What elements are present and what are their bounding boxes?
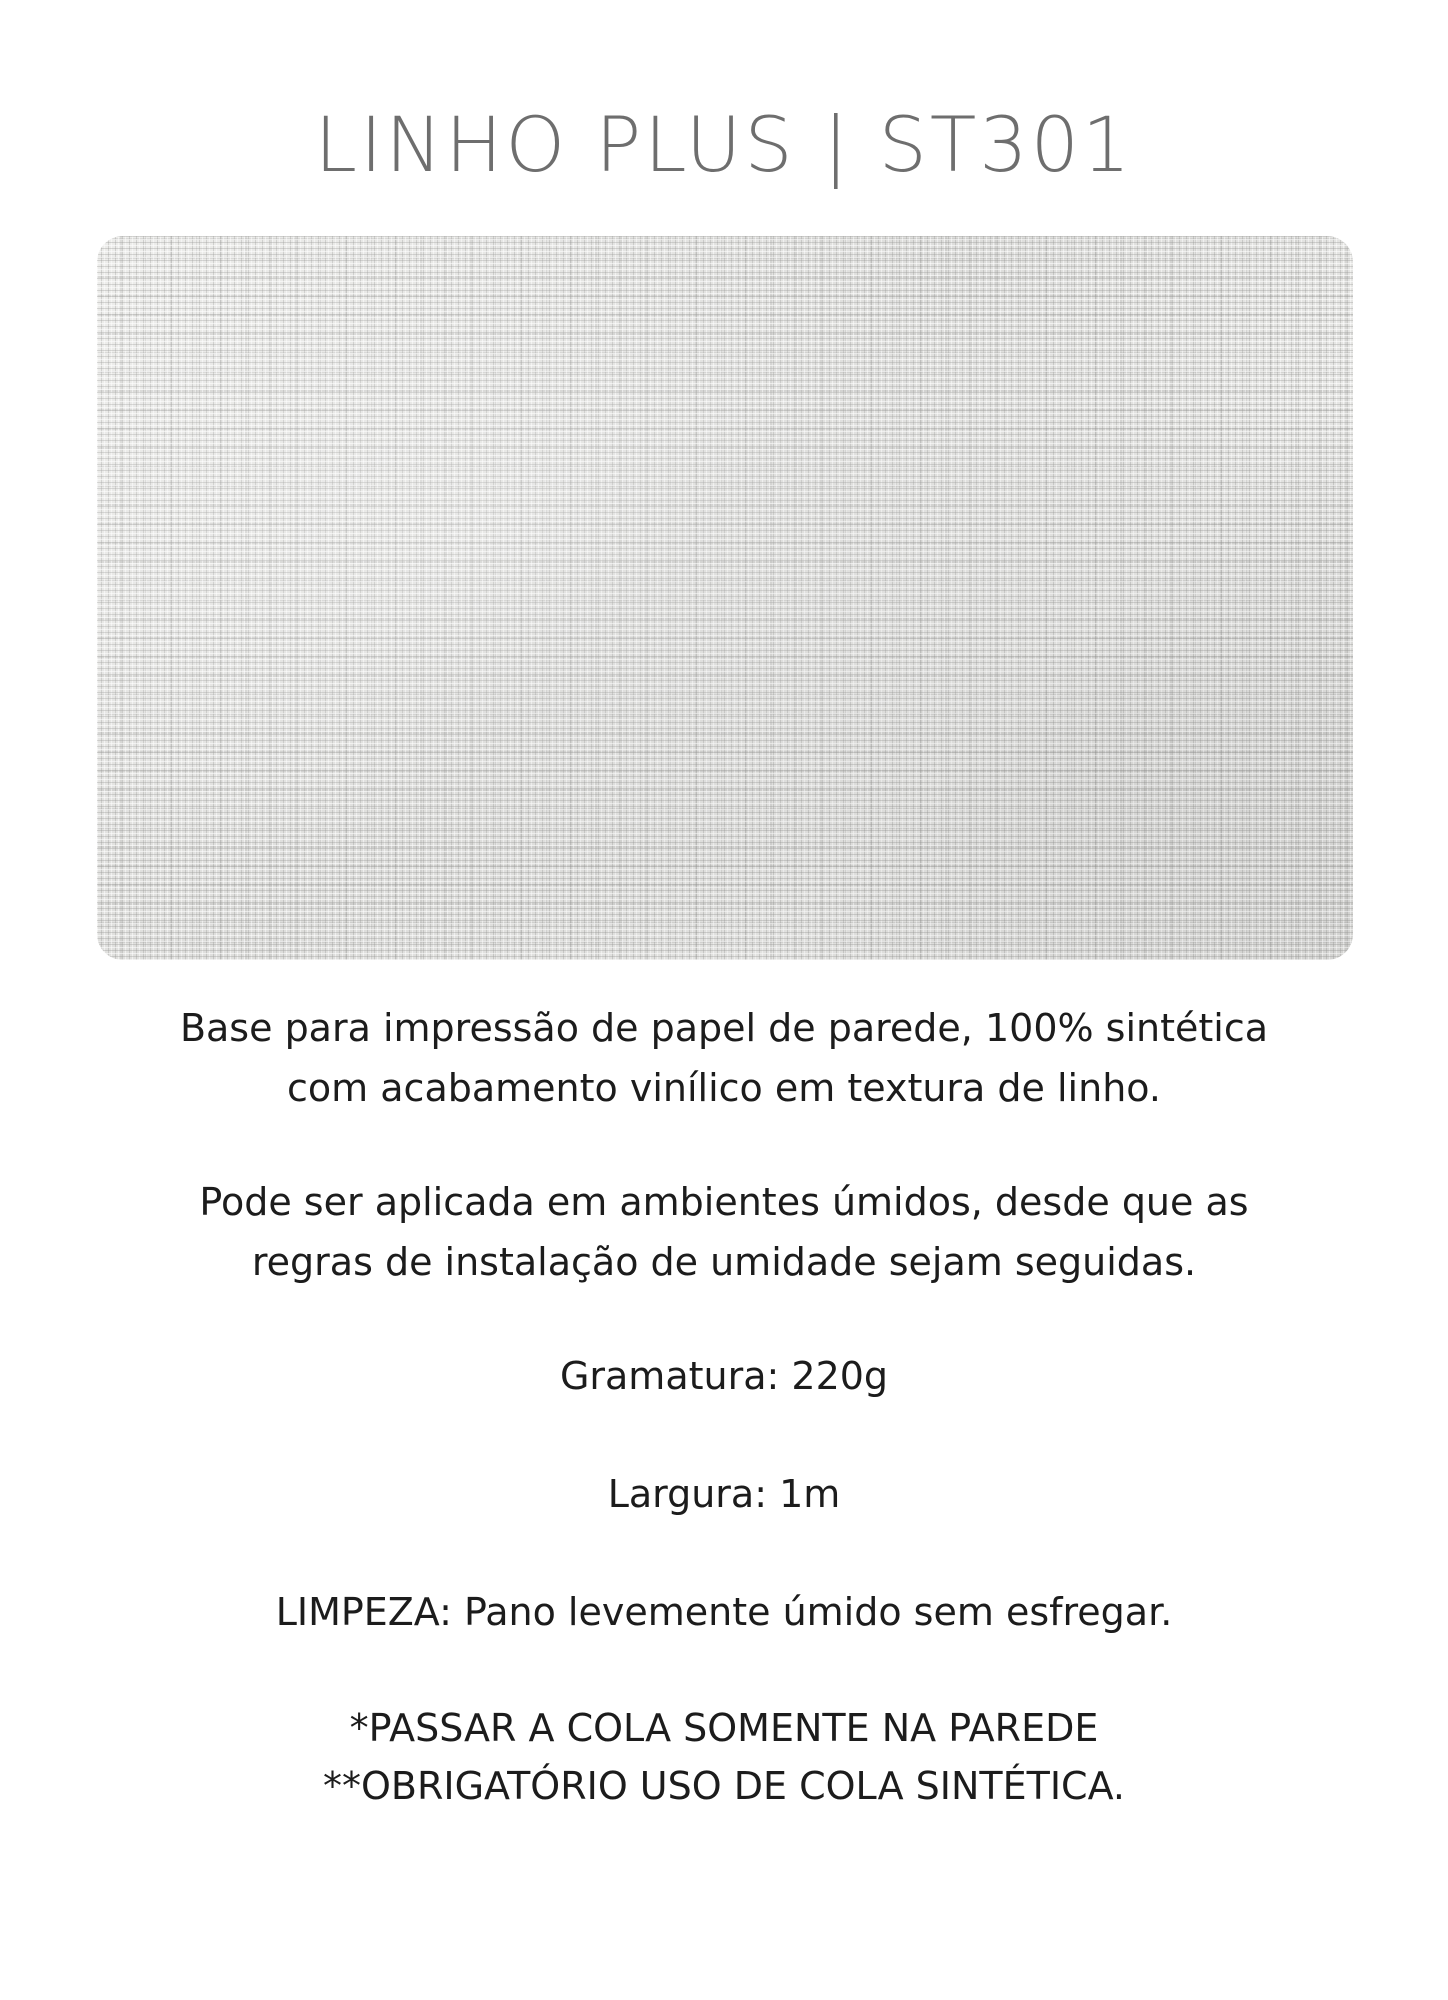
description-line-2: com acabamento vinílico em textura de linho. [287, 1066, 1161, 1110]
description-line-1: Base para impressão de papel de parede, 100% sintética [179, 1006, 1269, 1050]
spec-limpeza: LIMPEZA: Pano levemente úmido sem esfregar. [275, 1590, 1173, 1634]
note-synthetic-glue: **OBRIGATÓRIO USO DE COLA SINTÉTICA. [323, 1764, 1125, 1808]
linen-texture-swatch [97, 236, 1353, 960]
usage-line-1: Pode ser aplicada em ambientes úmidos, desde que as [199, 1180, 1249, 1224]
swatch-shading [97, 236, 1353, 960]
usage-line-2: regras de instalação de umidade sejam seguidas. [251, 1240, 1197, 1284]
spec-gramatura: Gramatura: 220g [559, 1354, 889, 1398]
spec-largura: Largura: 1m [607, 1472, 841, 1516]
product-title: LINHO PLUS | ST301 [314, 100, 1134, 189]
note-glue-wall: *PASSAR A COLA SOMENTE NA PAREDE [349, 1706, 1099, 1750]
